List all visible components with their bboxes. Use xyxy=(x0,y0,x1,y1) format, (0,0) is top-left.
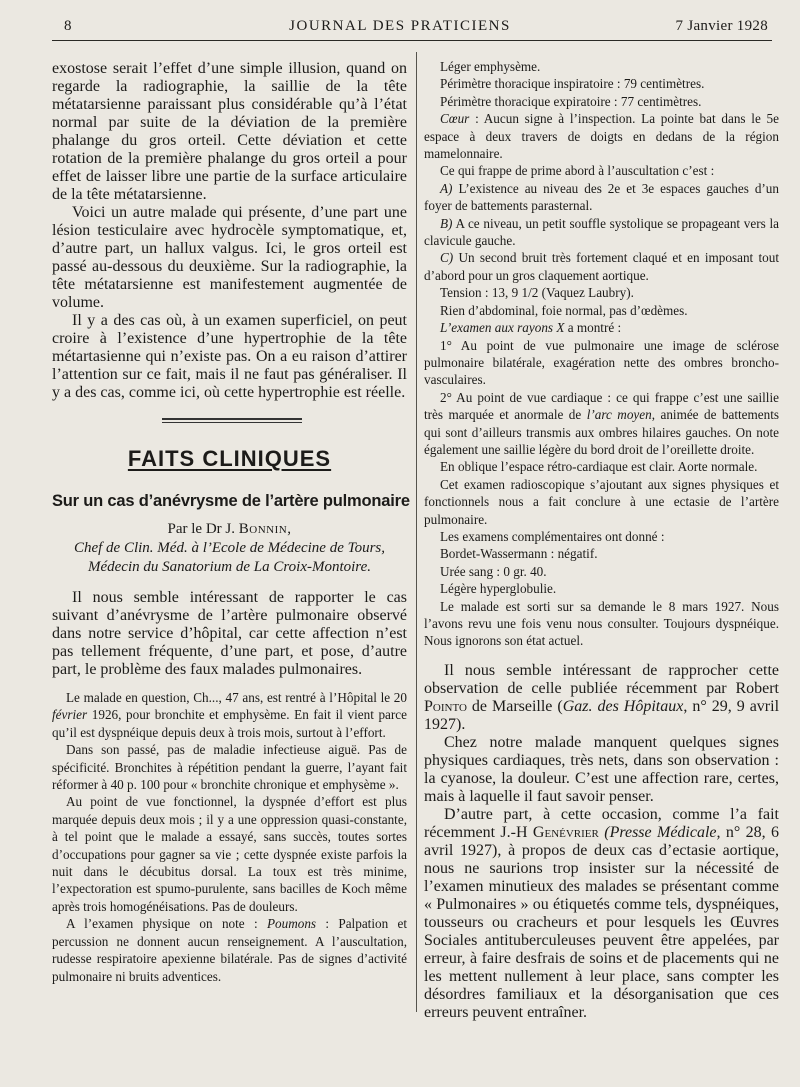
paragraph: Il y a des cas où, à un examen superficiel, on peut croire à l’existence d’une hypertrophie de la tête métartasienne qui n’existe pas. On a eu raison d’attirer l’attention sur ce fait, mais il ne faut pas généraliser. Il y a des cas, comme ici, où cette hypertrophie est réelle. xyxy=(52,312,407,401)
running-header xyxy=(0,18,800,42)
case-paragraph: En oblique l’espace rétro-cardiaque est clair. Aorte normale. xyxy=(440,459,758,475)
text: , animée de battements qui sont d’ailleurs transmis aux ombres hilaires gauches. On note également une saillie légère du bord droit de l’oreillette droite. xyxy=(424,407,780,457)
text: : Palpation et percussion ne donnent aucun renseignement. A l’auscultation, rudesse respiratoire apexienne bilatérale. Pas de signes d’activité pulmonaire ni bruits adventices. xyxy=(52,916,408,984)
italic-term: Cœur xyxy=(440,111,470,127)
text: A ce niveau, un petit souffle systolique se propageant vers la clavicule gauche. xyxy=(424,215,779,249)
left-column xyxy=(52,60,410,985)
header-rule xyxy=(52,40,772,41)
author-name: Bonnin, xyxy=(238,521,292,537)
case-list-item xyxy=(424,249,779,284)
case-paragraph: Le malade est sorti sur sa demande le 8 mars 1927. Nous l’avons revu une fois venu nous consulter. Toujours dyspnéique. Nous ignorons son état actuel. xyxy=(424,598,779,649)
case-line: Urée sang : 0 gr. 40. xyxy=(440,563,547,579)
case-line: Ce qui frappe de prime abord à l’auscultation c’est : xyxy=(440,163,715,179)
article-title: Sur un cas d’anévrysme de l’artère pulmonaire xyxy=(52,492,410,510)
author-affiliation: Médecin du Sanatorium de La Croix-Montoire. xyxy=(87,559,371,575)
case-list-item xyxy=(424,215,779,250)
case-line xyxy=(424,319,779,336)
case-paragraph xyxy=(52,689,407,741)
list-marker: A) xyxy=(440,180,453,196)
case-paragraph: Au point de vue fonctionnel, la dyspnée d’effort est plus marquée depuis deux mois ; il y a une oppression quasi-constante, à tel point que le malade a essayé, sans succès, toutes sortes d’occupations pour gagner sa vie ; cette dyspnée existe parfois la nuit dans le décubitus dorsal. La toux est très minime, l’expectoration est spumo-purulente, sans bacilles de Koch même après trois homogénéisations. Pas de douleurs. xyxy=(52,794,407,914)
discussion-paragraph xyxy=(424,806,779,1022)
section-title xyxy=(52,446,407,472)
text: 2° Au point de vue cardiaque : ce qui frappe c’est une saillie très marquée et anormale de xyxy=(424,389,779,423)
case-line: Bordet-Wassermann : négatif. xyxy=(440,546,598,562)
author-name: Pointo xyxy=(424,697,467,715)
column-divider xyxy=(416,52,417,1012)
text: , n° 29, 9 avril 1927). xyxy=(424,697,780,733)
case-line: Léger emphysème. xyxy=(440,59,541,74)
text: : Aucun signe à l’inspection. La pointe bat dans le 5e espace à deux travers de doigts en dedans de la région mamelonnaire. xyxy=(424,111,779,162)
paragraph: Voici un autre malade qui présente, d’une part une lésion testiculaire avec hydrocèle symptomatique, et, d’autre part, un hallux valgus. Ici, le gros orteil est passé au-dessous du deuxième. Sur la radiographie, la tête métatarsienne est manifestement augmentée de volume. xyxy=(52,204,407,311)
journal-italic: (Presse Médicale, xyxy=(604,823,721,841)
text: 1926, pour bronchite et emphysème. En fait il vient parce qu’il est dyspnéique depuis deux à trois mois, surtout à l’effort. xyxy=(52,707,407,740)
text: de Marseille ( xyxy=(471,697,563,715)
case-paragraph: Cet examen radioscopique s’ajoutant aux signes physiques et fonctionnels nous a fait conclure à une ectasie de l’artère pulmonaire. xyxy=(424,476,779,527)
issue-date: 7 Janvier 1928 xyxy=(675,18,768,34)
list-marker: C) xyxy=(440,250,454,266)
byline-prefix: Par le Dr J. xyxy=(167,521,236,537)
case-paragraph xyxy=(52,915,407,985)
right-column xyxy=(424,58,779,1022)
case-list-item xyxy=(424,180,779,215)
journal-title: JOURNAL DES PRATICIENS xyxy=(289,18,511,34)
case-line: Les examens complémentaires ont donné : xyxy=(440,528,665,544)
text: Un second bruit très fortement claqué et en imposant tout d’abord pour un gros claquement aortique. xyxy=(424,250,779,283)
section-title-text: FAITS CLINIQUES xyxy=(127,446,332,471)
list-marker: B) xyxy=(440,215,453,231)
author-affiliation: Chef de Clin. Méd. à l’Ecole de Médecine de Tours, xyxy=(73,540,386,556)
case-line: Rien d’abdominal, foie normal, pas d’œdèmes. xyxy=(440,302,688,318)
paragraph: exostose serait l’effet d’une simple illusion, quand on regarde la radiographie, la saillie de la tête métatarsienne paraissant plus considérable qu’à l’état normal par suite de la déviation de la première phalange du gros orteil. Cette déviation et cette rotation de la première phalange du gros orteil a pour effet de laisser libre une partie de la surface articulaire de la tête métatarsienne. xyxy=(52,60,407,203)
discussion-paragraph xyxy=(424,662,779,734)
author-name: Genévrier xyxy=(532,823,599,841)
section-separator xyxy=(52,418,407,424)
case-paragraph xyxy=(424,110,779,162)
page-number: 8 xyxy=(64,18,73,34)
case-line: Périmètre thoracique inspiratoire : 79 centimètres. xyxy=(440,76,705,92)
case-line: Tension : 13, 9 1/2 (Vaquez Laubry). xyxy=(440,285,634,301)
case-paragraph: Dans son passé, pas de maladie infectieuse aiguë. Pas de spécificité. Bronchites à répétition pendant la guerre, l’ayant fait réformer à 40 p. 100 pour « bronchite chronique et emphysème ». xyxy=(52,742,407,793)
discussion-paragraph: Chez notre malade manquent quelques signes physiques cardiaques, très nets, dans son observation : la cyanose, la douleur. C’est une affection rare, certes, mais à laquelle il faut savoir penser. xyxy=(424,733,779,805)
text: a montré : xyxy=(567,320,622,336)
case-line: Légère hyperglobulie. xyxy=(440,581,557,597)
text: D’autre part, à cette occasion, comme l’a fait récemment J.-H xyxy=(424,805,779,841)
date-italic: février xyxy=(52,707,88,723)
italic-term: l’arc moyen xyxy=(586,407,652,423)
author-byline xyxy=(52,520,407,539)
text: n° 28, 6 avril 1927), à propos de deux cas d’ectasie aortique, nous ne saurions trop insister sur la nécessité de l’examen minutieux des malades se présentant comme « Pulmonaires » ou étiquetés comme tels, dyspnéiques, tousseurs ou cracheurs et pour lesquels les Œuvres Sociales antituberculeuses peuvent être appelées, par erreur, à faire desfrais de soins et de placements qui ne les mettent nullement à leur place, sans compter les désordres familiaux et la désorganisation que ces erreurs peuvent entraîner. xyxy=(424,823,780,1021)
text: L’existence au niveau des 2e et 3e espaces gauches d’un foyer de battements parasternal. xyxy=(424,180,779,214)
intro-paragraph: Il nous semble intéressant de rapporter le cas suivant d’anévrysme de l’artère pulmonaire observé dans notre service d’hôpital, car cette affection n’est pas tellement fréquente, d’une part, et pose, d’autre part, le problème des faux malades pulmonaires. xyxy=(52,589,407,678)
text: A l’examen physique on note : xyxy=(66,916,258,932)
case-line: Périmètre thoracique expiratoire : 77 centimètres. xyxy=(440,93,702,109)
case-paragraph xyxy=(424,389,779,459)
case-paragraph: 1° Au point de vue pulmonaire une image de sclérose pulmonaire bilatérale, exagération nette des ombres broncho-vasculaires. xyxy=(424,337,779,388)
italic-term: Poumons xyxy=(266,916,317,932)
italic-term: L’examen aux rayons X xyxy=(440,320,565,336)
journal-italic: Gaz. des Hôpitaux xyxy=(562,697,684,715)
text: Le malade en question, Ch..., 47 ans, est rentré à l’Hôpital le 20 xyxy=(66,690,407,705)
text: Il nous semble intéressant de rapprocher cette observation de celle publiée récemment par Robert xyxy=(424,661,779,697)
